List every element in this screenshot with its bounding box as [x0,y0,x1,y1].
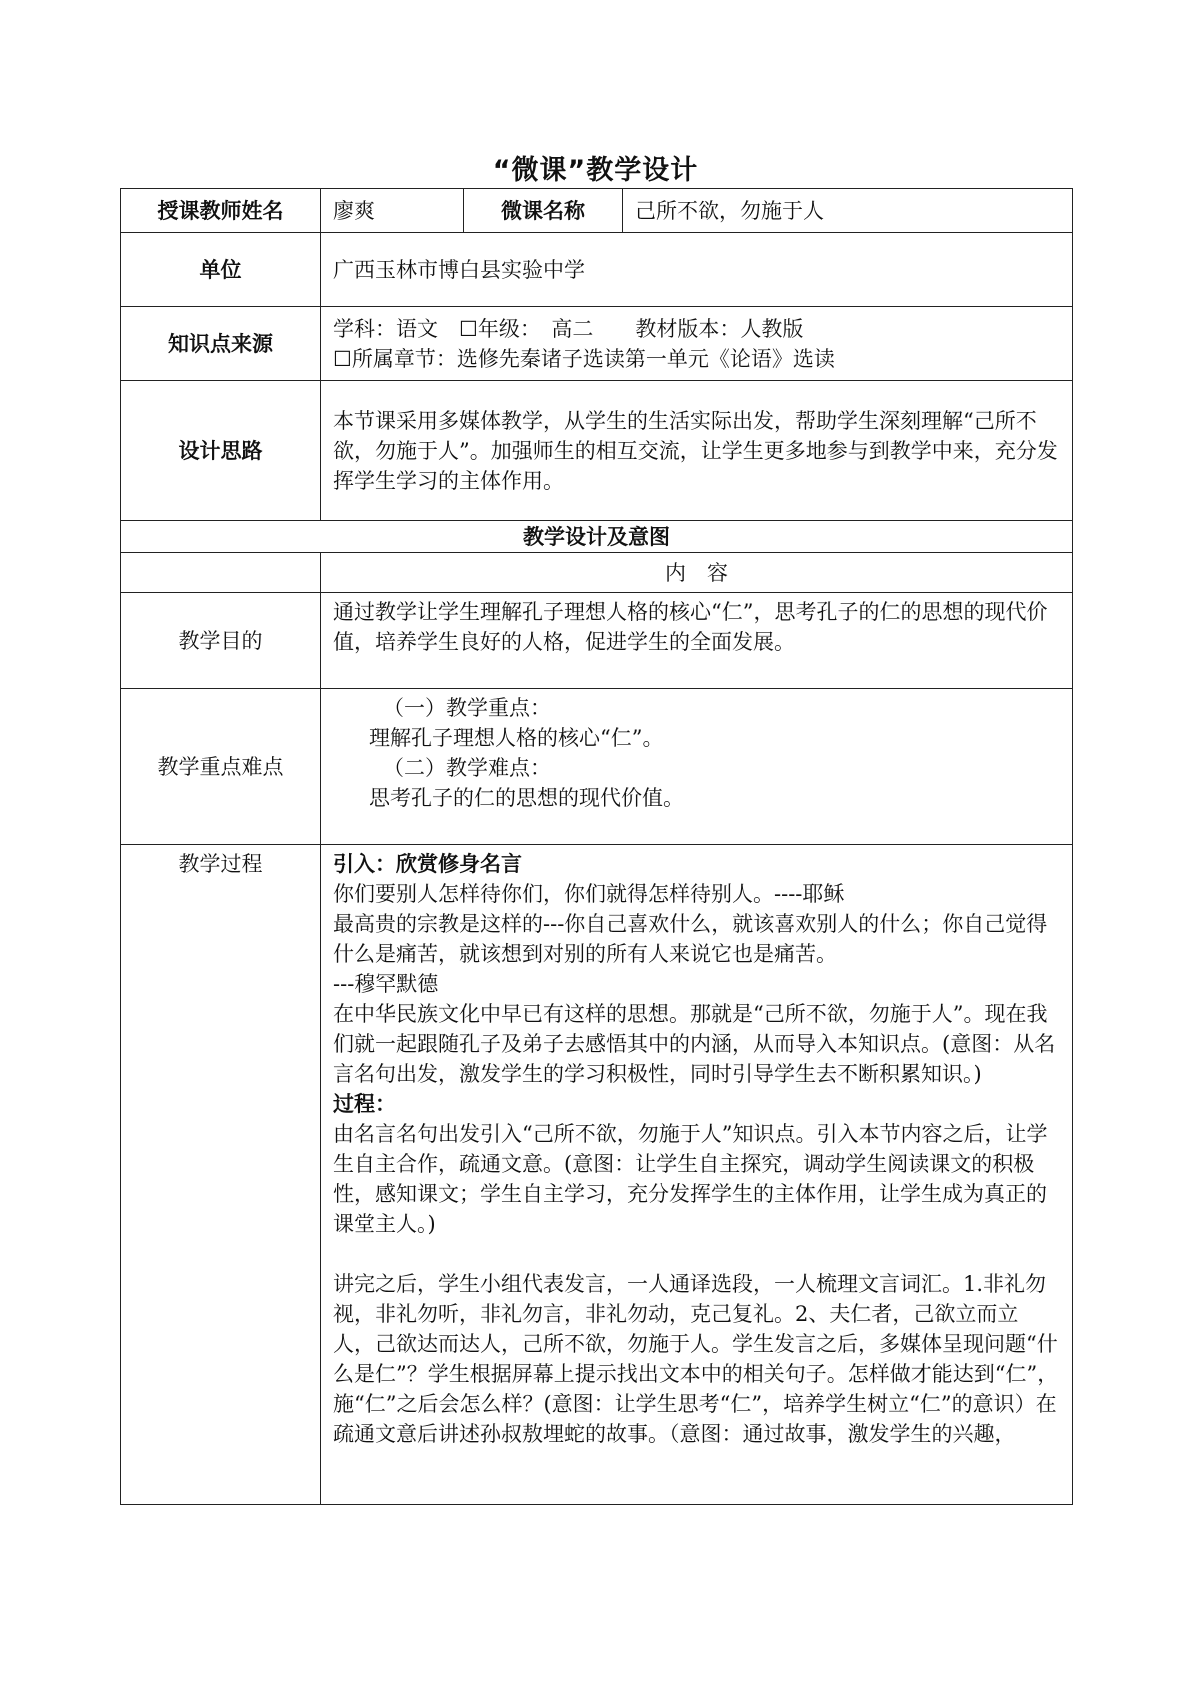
source-line-1: 学科：语文 ☐年级： 高二 教材版本：人教版 [333,316,804,341]
content-header: 内 容 [321,553,1073,593]
unit-value: 广西玉林市博白县实验中学 [321,233,1073,307]
idea-label: 设计思路 [121,381,321,521]
content-header-row [121,553,1073,593]
process-label: 教学过程 [121,845,321,1505]
course-label: 微课名称 [464,189,623,233]
section-row [121,521,1073,553]
goal-text: 通过教学让学生理解孔子理想人格的核心“仁”，思考孔子的仁的思想的现代价值，培养学生良好的人格，促进学生的全面发展。 [321,593,1073,689]
source-label: 知识点来源 [121,307,321,381]
key-point-heading-2: （二）教学难点： [383,756,551,780]
key-points-content [321,689,1073,845]
intro-heading: 引入：欣赏修身名言 [333,852,522,876]
quote-2-source: ---穆罕默德 [333,972,439,996]
key-point-text-2: 思考孔子的仁的思想的现代价值。 [369,786,684,810]
course-name: 己所不欲，勿施于人 [623,189,1073,233]
key-point-text-1: 理解孔子理想人格的核心“仁”。 [369,726,664,750]
source-line-2: ☐所属章节：选修先秦诸子选读第一单元《论语》选读 [333,346,835,371]
unit-row [121,233,1073,307]
after-text: 讲完之后，学生小组代表发言，一人通译选段，一人梳理文言词汇。1.非礼勿视，非礼勿听，非礼勿言，非礼勿动，克己复礼。2、夫仁者，己欲立而立人，己欲达而达人，己所不欲，勿施于人。学生发言之后，多媒体呈现问题“什么是仁”？学生根据屏幕上提示找出文本中的相关句子。怎样做才能达到“仁”，施“仁”之后会怎么样？(意图：让学生思考“仁”，培养学生树立“仁”的意识）在疏通文意后讲述孙叔敖埋蛇的故事。（意图：通过故事，激发学生的兴趣， [333,1272,1059,1446]
goal-label: 教学目的 [121,593,321,689]
process-row [121,845,1073,1505]
teacher-label: 授课教师姓名 [121,189,321,233]
document-title: “微课”教学设计 [492,155,699,186]
lesson-design-table [120,188,1073,1505]
teacher-row [121,189,1073,233]
idea-row [121,381,1073,521]
process-content [321,845,1073,1505]
quote-1: 你们要别人怎样待你们，你们就得怎样待别人。----耶稣 [333,882,845,906]
intro-text: 在中华民族文化中早已有这样的思想。那就是“己所不欲，勿施于人”。现在我们就一起跟随孔子及弟子去感悟其中的内涵，从而导入本知识点。(意图：从名言名句出发，激发学生的学习积极性，同时引导学生去不断积累知识。) [333,1002,1056,1086]
quote-2: 最高贵的宗教是这样的---你自己喜欢什么，就该喜欢别人的什么；你自己觉得什么是痛苦，就该想到对别的所有人来说它也是痛苦。 [333,912,1048,966]
unit-label: 单位 [121,233,321,307]
teacher-name: 廖爽 [321,189,464,233]
key-point-heading-1: （一）教学重点： [383,696,551,720]
idea-text: 本节课采用多媒体教学，从学生的生活实际出发，帮助学生深刻理解“己所不欲，勿施于人”。加强师生的相互交流，让学生更多地参与到教学中来，充分发挥学生学习的主体作用。 [321,381,1073,521]
key-points-label: 教学重点难点 [121,689,321,845]
process-text: 由名言名句出发引入“己所不欲，勿施于人”知识点。引入本节内容之后，让学生自主合作，疏通文意。(意图：让学生自主探究，调动学生阅读课文的积极性，感知课文；学生自主学习，充分发挥学生的主体作用，让学生成为真正的课堂主人。) [333,1122,1048,1236]
key-points-row [121,689,1073,845]
source-row [121,307,1073,381]
section-title: 教学设计及意图 [121,521,1073,553]
source-value [321,307,1073,381]
spacer [333,1239,1060,1269]
goal-row [121,593,1073,689]
process-heading: 过程： [333,1092,396,1116]
empty-header-cell [121,553,321,593]
